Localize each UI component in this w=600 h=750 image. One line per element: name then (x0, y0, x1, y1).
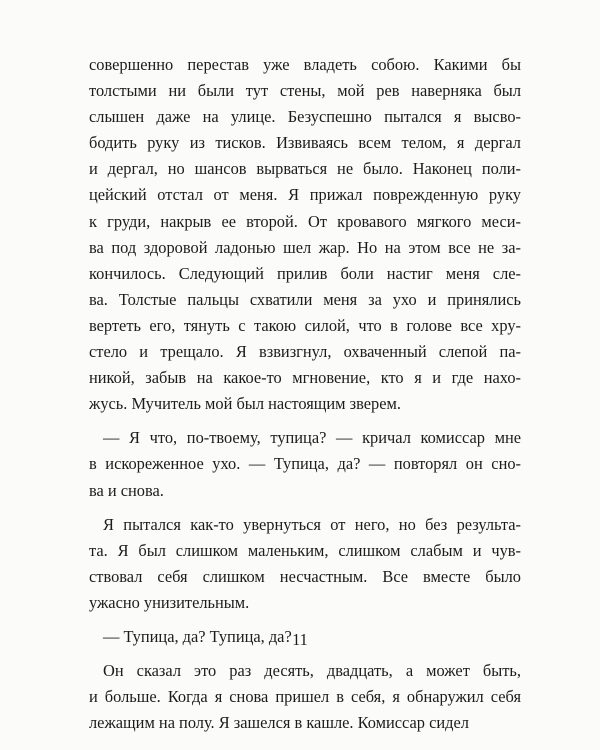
text-line: Я пытался как-то увернуться от него, но без результа- (103, 514, 521, 534)
text-line: слышен даже на улице. Безуспешно пытался я высво- (89, 107, 521, 127)
text-line: ужасно унизительным. (89, 592, 250, 612)
text-line: и дергал, но шансов вырваться не было. Наконец поли- (89, 159, 521, 179)
text-line: к груди, накрыв ее второй. От кровавого мягкого меси- (89, 211, 521, 231)
text-line: совершенно перестав уже владеть собою. Какими бы (89, 55, 521, 74)
paragraph-gap (89, 417, 521, 425)
text-line: вертеть его, тянуть с такою силой, что в голове все хру- (89, 315, 521, 335)
text-line: лежащим на полу. Я зашелся в кашле. Комиссар сидел (89, 713, 469, 733)
text-line: ва. Толстые пальцы схватили меня за ухо и принялись (89, 289, 521, 309)
paragraph (89, 658, 521, 736)
paragraph-gap (89, 616, 521, 624)
text-line: жусь. Мучитель мой был настоящим зверем. (89, 394, 401, 414)
text-line: стело и трещало. Я взвизгнул, охваченный слепой па- (89, 342, 521, 362)
paragraph (89, 52, 521, 417)
text-line: бодить руку из тисков. Извиваясь всем телом, я дергал (89, 133, 521, 153)
text-line: ва под здоровой ладонью шел жар. Но на этом все не за- (89, 237, 521, 257)
text-line: и больше. Когда я снова пришел в себя, я обнаружил себя (89, 687, 521, 707)
page-number: 11 (292, 630, 308, 649)
text-line: ствовал себя слишком несчастным. Все вместе было (89, 566, 521, 586)
paragraph (89, 425, 521, 503)
text-line: толстыми ни были тут стены, мой рев наверняка был (89, 81, 521, 101)
text-line: в искореженное ухо. — Тупица, да? — повторял он сно- (89, 454, 521, 474)
paragraph-gap (89, 504, 521, 512)
text-line: — Я что, по-твоему, тупица? — кричал комиссар мне (103, 428, 521, 448)
text-line: цейский отстал от меня. Я прижал поврежденную руку (89, 185, 521, 205)
text-line: никой, забыв на какое-то мгновение, кто я и где нахо- (89, 368, 521, 388)
text-line: ва и снова. (89, 480, 164, 500)
text-line: Он сказал это раз десять, двадцать, а может быть, (103, 661, 521, 681)
paragraph (89, 512, 521, 616)
text-line: — Тупица, да? Тупица, да? (103, 626, 292, 646)
text-line: та. Я был слишком маленьким, слишком слабым и чув- (89, 540, 521, 560)
text-line: кончилось. Следующий прилив боли настиг меня сле- (89, 263, 521, 283)
paragraph-gap (89, 650, 521, 658)
